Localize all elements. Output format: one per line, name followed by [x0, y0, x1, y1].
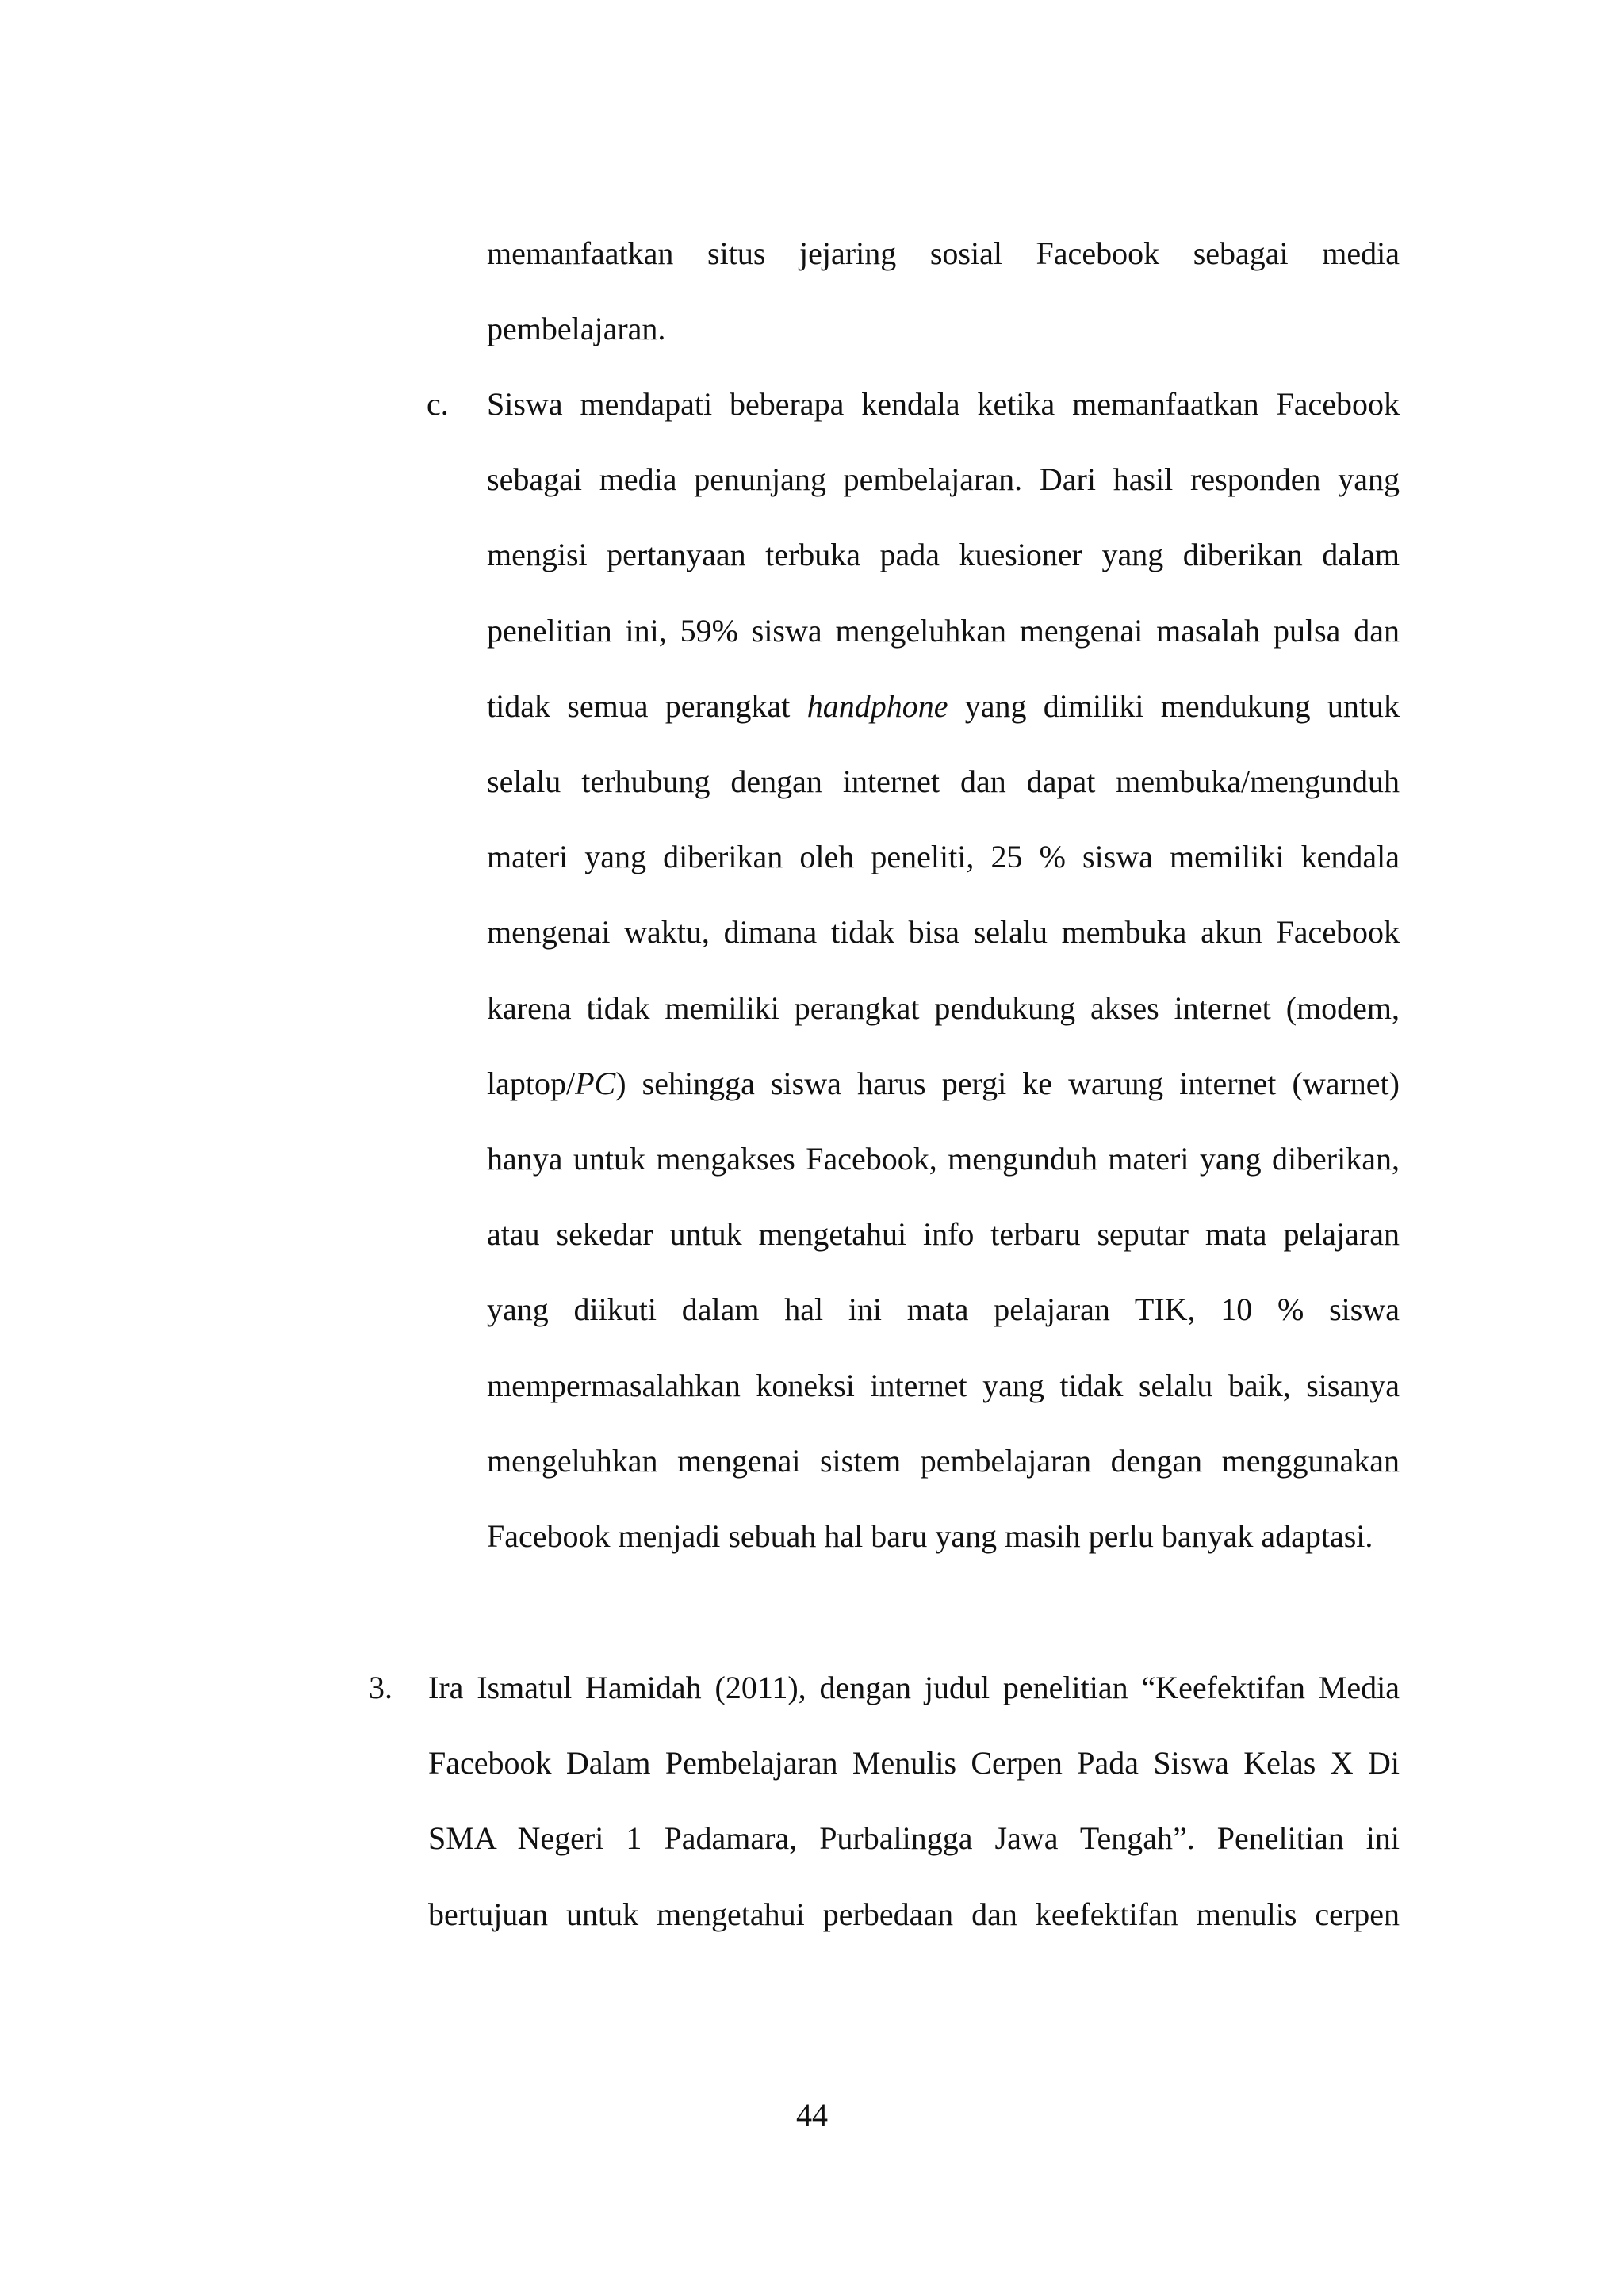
italic-term-handphone: handphone — [806, 687, 948, 724]
paragraph-text: Siswa mendapati beberapa kendala ketika memanfaatkan Facebook sebagai media penunjang pembelajaran. Dari hasil responden yang mengisi pertanyaan terbuka pada kuesioner yang diberikan dalam penelitian ini, 59% siswa mengeluhkan mengenai masalah pulsa dan tidak semua perangkat — [487, 386, 1400, 724]
list-marker-3: 3. — [369, 1670, 393, 1705]
paragraph-text: yang dimiliki mendukung untuk selalu terhubung dengan internet dan dapat membuka/mengunduh materi yang diberikan oleh peneliti, 25 % siswa memiliki kendala mengenai waktu, dimana tidak bisa selalu membuka akun Facebook karena tidak memiliki perangkat pendukung akses internet (modem, laptop/ — [487, 687, 1400, 1101]
paragraph-text: memanfaatkan situs jejaring sosial Facebook sebagai media pembelajaran. — [487, 235, 1400, 347]
page-number: 44 — [796, 2097, 828, 2133]
italic-term-pc: PC — [575, 1065, 616, 1101]
paragraph-text: Ira Ismatul Hamidah (2011), dengan judul penelitian “Keefektifan Media Facebook Dalam Pembelajaran Menulis Cerpen Pada Siswa Kelas X Di SMA Negeri 1 Padamara, Purbalingga Jawa Tengah”. Penelitian ini bertujuan untuk mengetahui perbedaan dan keefektifan menulis cerpen — [428, 1670, 1400, 1932]
list-item-c — [487, 366, 1400, 1574]
list-item-b-continuation — [487, 216, 1400, 366]
list-item-3 — [428, 1650, 1400, 1952]
list-marker-c: c. — [427, 386, 449, 422]
paragraph-text: ) sehingga siswa harus pergi ke warung internet (warnet) hanya untuk mengakses Facebook, mengunduh materi yang diberikan, atau sekedar untuk mengetahui info terbaru seputar mata pelajaran yang diikuti dalam hal ini mata pelajaran TIK, 10 % siswa mempermasalahkan koneksi internet yang tidak selalu baik, sisanya mengeluhkan mengenai sistem pembelajaran dengan menggunakan Facebook menjadi sebuah hal baru yang masih perlu banyak adaptasi. — [487, 1065, 1400, 1555]
